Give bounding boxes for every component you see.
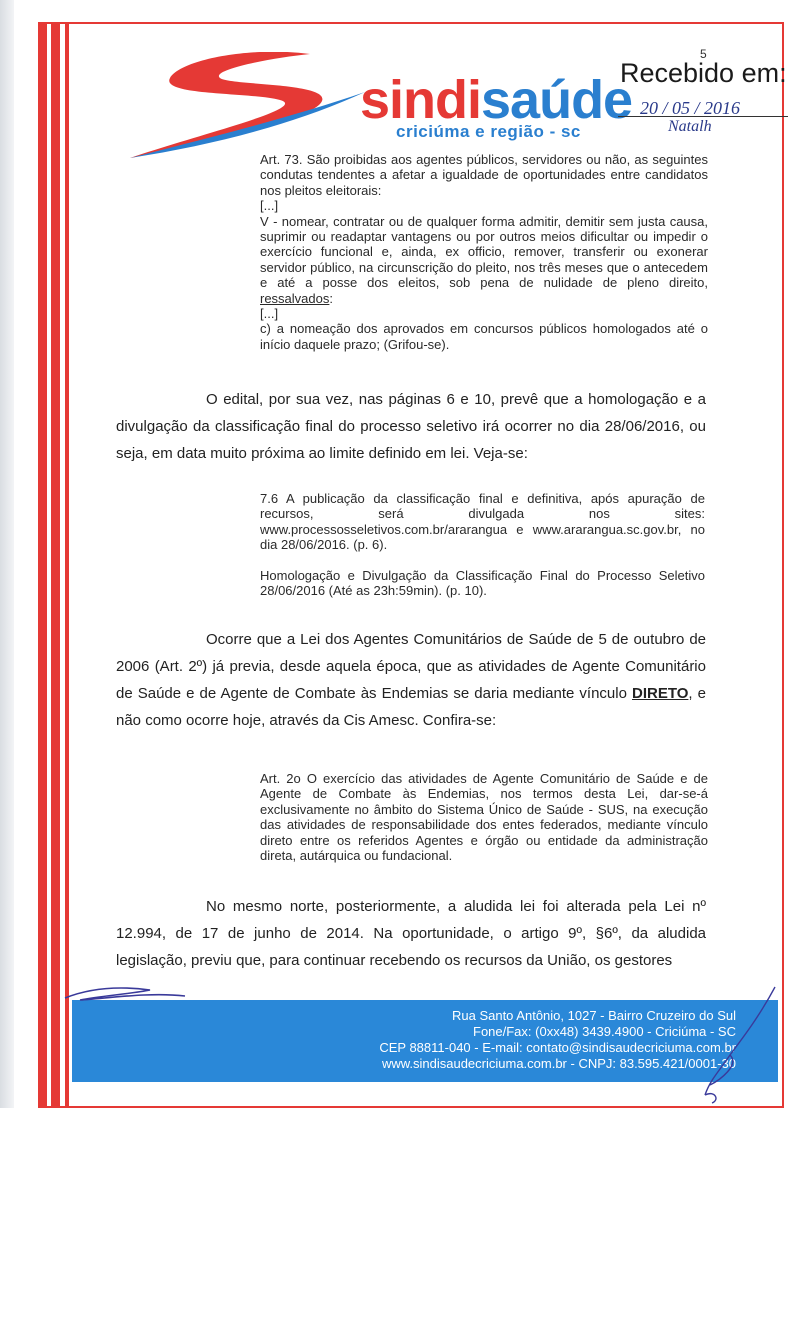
brand-name bbox=[360, 70, 632, 130]
edital-quote bbox=[260, 491, 705, 598]
quote-item: Homologação e Divulgação da Classificação Final do Processo Seletivo 28/06/2016 (Até as 23h:59min). (p. 10). bbox=[260, 567, 705, 599]
footer-bar bbox=[72, 1000, 778, 1082]
brand-name-part1: sindi bbox=[360, 70, 482, 130]
quote-line: Art. 73. São proibidas aos agentes públicos, servidores ou não, as seguintes condutas tendentes a afetar a igualdade de oportunidades entre candidatos nos pleitos eleitorais: bbox=[260, 152, 708, 198]
quote-line: c) a nomeação dos aprovados em concursos públicos homologados até o início daquele prazo; (Grifou-se). bbox=[260, 321, 708, 352]
sindisaude-logo bbox=[130, 52, 650, 162]
footer-address: Rua Santo Antônio, 1027 - Bairro Cruzeiro do Sul bbox=[451, 1008, 736, 1023]
paragraph-text: Ocorre que a Lei dos Agentes Comunitários de Saúde de 5 de outubro de 2006 (Art. 2º) já previa, desde aquela época, que as atividades de Agente Comunitário de Saúde e de Agente de Combate às Endemias se daria mediante vínculo DIRETO, e não como ocorre hoje, através da Cis Amesc. Confira-se: bbox=[116, 631, 706, 729]
footer-email: CEP 88811-040 - E-mail: contato@sindisaudecriciuma.com.br bbox=[379, 1040, 736, 1055]
handwritten-signature-icon bbox=[690, 985, 780, 1105]
legal-quote-art73 bbox=[260, 152, 708, 352]
brand-name-part2: saúde bbox=[481, 70, 633, 130]
received-date: 20 / 05 / 2016 bbox=[640, 98, 741, 118]
legal-quote-art2 bbox=[260, 771, 708, 863]
red-margin-bar bbox=[40, 24, 47, 1106]
footer-contact bbox=[379, 1008, 736, 1072]
scan-edge bbox=[0, 0, 14, 1108]
quote-line: [...] bbox=[260, 306, 279, 322]
red-margin-bar bbox=[65, 24, 69, 1106]
quote-line: V - nomear, contratar ou de qualquer forma admitir, demitir sem justa causa, suprimir ou readaptar vantagens ou por outros meios dificultar ou impedir o exercício funcional e, ainda, ex officio, remover, transferir ou exonerar servidor público, na circunscrição do pleito, nos três meses que o antecedem e até a posse dos eleitos, sob pena de nulidade de pleno direito, ressalvados: bbox=[260, 213, 708, 306]
paragraph bbox=[116, 626, 706, 734]
paragraph-text: O edital, por sua vez, nas páginas 6 e 10, prevê que a homologação e a divulgação da classificação final do processo seletivo irá ocorrer no dia 28/06/2016, ou seja, em data muito próxima ao limite definido em lei. Veja-se: bbox=[116, 391, 706, 462]
swoosh-logo-icon bbox=[130, 52, 390, 162]
quote-text: Art. 2o O exercício das atividades de Agente Comunitário de Saúde e de Agente de Combate às Endemias, nos termos desta Lei, dar-se-á exclusivamente no âmbito do Sistema Único de Saúde - SUS, na execução das atividades de responsabilidade dos entes federados, mediante vínculo direto entre os referidos Agentes e órgão ou entidade da administração direta, autárquica ou fundacional. bbox=[260, 771, 708, 864]
received-stamp: Recebido em: bbox=[620, 58, 787, 88]
paragraph bbox=[116, 386, 706, 467]
page-number: 5 bbox=[700, 47, 707, 61]
footer-site: www.sindisaudecriciuma.com.br - CNPJ: 83.595.421/0001-30 bbox=[381, 1056, 736, 1071]
red-margin-bar bbox=[51, 24, 60, 1106]
footer-phone: Fone/Fax: (0xx48) 3439.4900 - Criciúma - SC bbox=[473, 1024, 736, 1039]
brand-subtitle: criciúma e região - sc bbox=[396, 122, 581, 141]
quote-item: 7.6 A publicação da classificação final e definitiva, após apuração de recursos, será divulgada nos sites: www.processosseletivos.com.br/ararangua e www.ararangua.sc.gov.br, no dia 28/06/2016. (p. 6). bbox=[260, 491, 705, 553]
initials-signature-icon bbox=[60, 978, 190, 1008]
quote-line: [...] bbox=[260, 198, 279, 214]
received-signature: Natalh bbox=[668, 118, 712, 135]
underlined-word: ressalvados bbox=[260, 290, 330, 306]
paragraph bbox=[116, 893, 706, 974]
paragraph-text: No mesmo norte, posteriormente, a aludida lei foi alterada pela Lei nº 12.994, de 17 de junho de 2014. Na oportunidade, o artigo 9º, §6º, da aludida legislação, previu que, para continuar recebendo os recursos da União, os gestores bbox=[116, 898, 706, 969]
emphasis-word: DIRETO bbox=[632, 685, 689, 702]
